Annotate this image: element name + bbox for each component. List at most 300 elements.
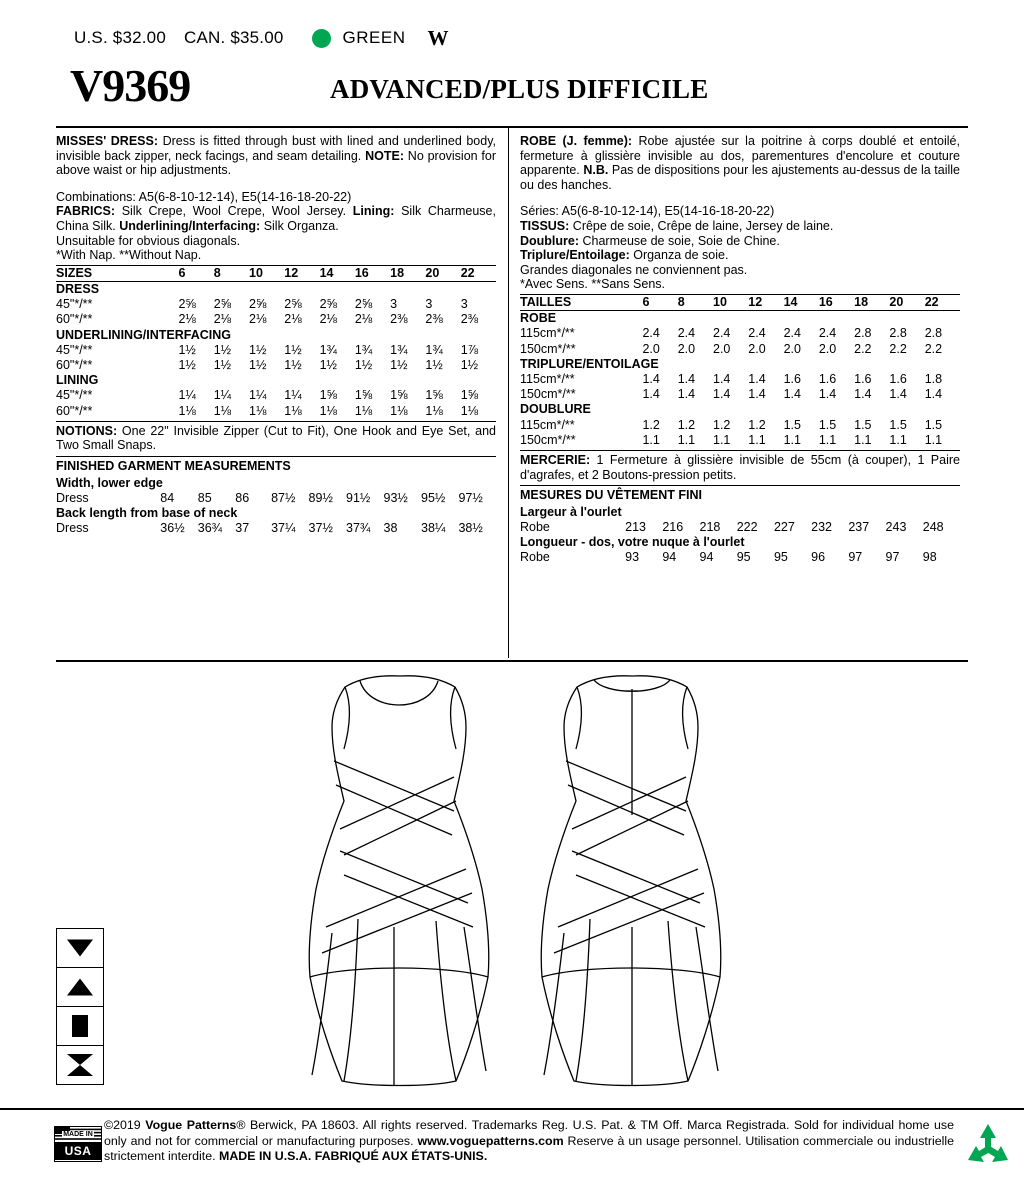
cell: 1.2 (713, 417, 731, 432)
cell: 216 (662, 519, 684, 534)
english-yardage-table (56, 265, 496, 419)
cell: 1½ (249, 357, 267, 372)
english-sizes-header (56, 265, 496, 281)
size-col: 10 (713, 294, 748, 310)
cell: 2.0 (783, 341, 801, 356)
french-sizes-label: TAILLES (520, 294, 642, 310)
section-name: UNDERLINING/INTERFACING (56, 327, 231, 342)
cell: 2.4 (713, 326, 731, 341)
size-mark: W (427, 25, 449, 50)
cell: 2.2 (889, 341, 907, 356)
cell: 2⅛ (319, 312, 337, 327)
french-description (520, 134, 960, 192)
footer-body-1: ® Berwick, PA 18603. All rights reserved. Trademarks Reg. U.S. Pat. & TM Off. Marca Registrada. Sold for individual home use only and not for commercial or manufacturing purposes. (104, 1118, 955, 1148)
cell: 2⅝ (178, 297, 196, 312)
french-fabrics-body: Crêpe de soie, Crêpe de laine, Jersey de laine. (569, 218, 834, 233)
cell: 2.4 (642, 326, 660, 341)
cell: 86 (235, 490, 250, 505)
cell: 1¼ (178, 388, 196, 403)
cell: 237 (848, 519, 870, 534)
row-label: Robe (520, 550, 550, 565)
cell: 1.4 (677, 387, 696, 402)
cell: 1¾ (425, 342, 443, 357)
row-label: 45"*/** (56, 388, 93, 403)
cell: 1.2 (642, 417, 660, 432)
english-desc-title: MISSES' DRESS: (56, 134, 159, 148)
table-section-head (520, 357, 960, 372)
color-swatch-icon (312, 29, 331, 48)
cell: 2⅝ (319, 297, 337, 312)
triangle-up-icon (67, 979, 93, 996)
cell: 1.4 (889, 387, 907, 402)
french-nap: *Avec Sens. **Sans Sens. (520, 277, 665, 292)
french-finished-table (520, 505, 960, 566)
cell: 1.1 (818, 432, 837, 447)
cell: 1½ (213, 357, 232, 372)
cell: 1½ (425, 357, 443, 372)
divider-footer (0, 1108, 1024, 1110)
cell: 232 (811, 519, 832, 534)
cell: 98 (922, 550, 937, 565)
cell: 2.8 (889, 326, 907, 341)
website-link[interactable]: www.voguepatterns.com (417, 1133, 564, 1148)
price-bar (74, 24, 954, 52)
group-title: Width, lower edge (56, 475, 163, 490)
cell: 1⅛ (390, 403, 408, 418)
cell: 1⅛ (249, 403, 267, 418)
cell: 1¼ (249, 388, 267, 403)
cell: 1.4 (642, 387, 660, 402)
table-section-head (56, 281, 496, 297)
french-underlining-body: Organza de soie. (629, 248, 729, 263)
cell: 89½ (308, 490, 333, 505)
table-row (520, 433, 960, 448)
made-in-usa-top (55, 1127, 101, 1142)
table-row (56, 521, 496, 536)
cell: 2.8 (854, 326, 872, 341)
size-col: 8 (214, 265, 249, 281)
french-lining-label: Doublure: (520, 233, 580, 248)
cell: 1⅝ (319, 388, 337, 403)
cell: 87½ (271, 490, 296, 505)
cell: 1.6 (783, 371, 801, 386)
price-can: CAN. $35.00 (183, 28, 284, 47)
cell: 1⅛ (425, 403, 443, 418)
cell: 1.1 (854, 432, 872, 447)
cell: 2⅜ (460, 312, 479, 327)
row-label: 150cm*/** (520, 432, 576, 447)
row-label: 150cm*/** (520, 341, 576, 356)
cell: 1½ (354, 357, 373, 372)
cell: 3 (390, 297, 398, 312)
hourglass-icon (67, 1054, 93, 1076)
french-lining (520, 234, 960, 249)
pattern-number: V9369 (70, 60, 191, 111)
row-label: 115cm*/** (520, 326, 575, 341)
cell: 37½ (308, 521, 333, 536)
cell: 1½ (178, 357, 196, 372)
symbol-key-box (56, 928, 104, 1085)
english-note-label: NOTE: (365, 148, 404, 163)
cell: 1.5 (783, 417, 801, 432)
english-underlining-body: Silk Organza. (260, 218, 339, 233)
french-notions-label: MERCERIE: (520, 452, 591, 467)
cell: 2.4 (783, 326, 801, 341)
divider-top (56, 126, 968, 128)
french-lining-body: Charmeuse de soie, Soie de Chine. (579, 233, 780, 248)
table-row (56, 388, 496, 403)
size-col: 10 (249, 265, 284, 281)
table-row (520, 550, 960, 565)
cell: 38¼ (421, 521, 446, 536)
cell: 37¼ (271, 521, 296, 536)
finished-group-title (520, 535, 960, 550)
size-col: 18 (854, 294, 889, 310)
cell: 1.6 (889, 371, 907, 386)
cell: 1⅝ (460, 388, 479, 403)
table-row (520, 520, 960, 535)
english-underlining-label: Underlining/Interfacing: (119, 218, 261, 233)
cell: 2.0 (748, 341, 766, 356)
french-fabrics (520, 219, 960, 234)
cell: 1.5 (818, 417, 837, 432)
english-notions (56, 421, 496, 453)
row-label: 115cm*/** (520, 417, 575, 432)
cell: 97 (848, 550, 863, 565)
french-finished-body (520, 505, 960, 566)
size-col: 8 (678, 294, 713, 310)
cell: 2.8 (924, 326, 943, 341)
cell: 1.4 (748, 387, 766, 402)
square-solid-icon (72, 1015, 88, 1037)
cell: 95 (736, 550, 751, 565)
french-finished-title: MESURES DU VÊTEMENT FINI (520, 485, 960, 503)
table-section-head (520, 311, 960, 327)
cell: 218 (699, 519, 721, 534)
group-title: Largeur à l'ourlet (520, 504, 622, 519)
triangle-down-icon (67, 940, 93, 957)
finished-group-title (56, 476, 496, 491)
section-name: TRIPLURE/ENTOILAGE (520, 356, 659, 371)
english-combinations: Combinations: A5(6-8-10-12-14), E5(14-16-18-20-22) (56, 189, 352, 204)
cell: 2⅝ (249, 297, 267, 312)
size-col: 20 (889, 294, 924, 310)
cell: 1.4 (713, 387, 731, 402)
cell: 1.1 (889, 432, 907, 447)
cell: 1.4 (818, 387, 837, 402)
cell: 1.2 (748, 417, 766, 432)
english-fabrics-body: Silk Crepe, Wool Crepe, Wool Jersey. (115, 204, 353, 219)
cell: 95½ (421, 490, 446, 505)
size-col: 12 (284, 265, 319, 281)
english-yardage-body (56, 265, 496, 419)
cell: 2.0 (818, 341, 837, 356)
french-note-label: N.B. (583, 163, 609, 178)
cell: 1.4 (677, 371, 696, 386)
cell: 1½ (178, 342, 196, 357)
row-label: Dress (56, 521, 89, 536)
cell: 95 (773, 550, 788, 565)
cell: 2.0 (677, 341, 696, 356)
english-description (56, 134, 496, 178)
cell: 1.6 (818, 371, 837, 386)
title-row (70, 62, 954, 112)
french-fabrics-label: TISSUS: (520, 218, 570, 233)
cell: 97 (885, 550, 900, 565)
cell: 2.4 (677, 326, 696, 341)
table-row (56, 491, 496, 506)
cell: 1⅛ (319, 403, 337, 418)
cell: 2.4 (818, 326, 837, 341)
cell: 1½ (249, 342, 267, 357)
french-underlining-label: Triplure/Entoilage: (520, 248, 630, 263)
cell: 1⅛ (354, 403, 373, 418)
divider-bottom (56, 660, 968, 662)
size-col: 14 (784, 294, 819, 310)
row-label: Robe (520, 519, 550, 534)
size-col: 18 (390, 265, 425, 281)
cell: 1½ (319, 357, 337, 372)
size-col: 14 (320, 265, 355, 281)
section-name: DRESS (56, 281, 100, 296)
french-yardage-body (520, 294, 960, 448)
cell: 1½ (213, 342, 232, 357)
symbol-triangle-up (57, 968, 103, 1007)
cell: 2⅛ (213, 312, 232, 327)
cell: 97½ (458, 490, 483, 505)
cell: 3 (460, 297, 468, 312)
french-sizes-header (520, 294, 960, 310)
size-col: 6 (178, 265, 213, 281)
cell: 227 (773, 519, 795, 534)
french-underlining (520, 248, 960, 263)
table-row (56, 312, 496, 327)
french-yardage-table (520, 294, 960, 448)
cell: 94 (662, 550, 677, 565)
footer-body-2: Reserve à un usage personnel. Utilisation commerciale ou industrielle strictement interdite. (104, 1133, 954, 1163)
size-col: 22 (925, 294, 960, 310)
cell: 36¾ (197, 521, 223, 536)
section-name: DOUBLURE (520, 402, 591, 417)
english-finished-title: FINISHED GARMENT MEASUREMENTS (56, 456, 496, 474)
section-name: LINING (56, 373, 99, 388)
cell: 1.1 (677, 432, 696, 447)
cell: 1⅝ (354, 388, 373, 403)
cell: 1⅝ (390, 388, 408, 403)
english-lining-label: Lining: (352, 204, 395, 219)
cell: 38½ (458, 521, 483, 536)
french-desc-body: Robe ajustée sur la poitrine à corps doublé et entoilé, fermeture à glissière invisible au dos, parementures d'encolure et couture apparente. (520, 134, 960, 178)
cell: 1.1 (642, 432, 660, 447)
size-col: 22 (461, 265, 496, 281)
english-desc-body: Dress is fitted through bust with lined and underlined body, invisible back zipper, neck facings, and seam detailing. (56, 134, 496, 163)
cell: 1½ (390, 357, 408, 372)
cell: 93½ (383, 490, 408, 505)
group-title: Longueur - dos, votre nuque à l'ourlet (520, 535, 745, 550)
cell: 2.0 (642, 341, 660, 356)
cell: 1.1 (924, 432, 943, 447)
recycle-icon (962, 1120, 1014, 1172)
cell: 1.1 (713, 432, 731, 447)
brand-name: Vogue Patterns (145, 1118, 237, 1132)
row-label: 45"*/** (56, 297, 93, 312)
row-label: 60"*/** (56, 403, 93, 418)
size-col: 16 (355, 265, 390, 281)
table-row (56, 404, 496, 419)
cell: 1½ (460, 357, 479, 372)
footer-text (104, 1118, 954, 1165)
divider-vertical (508, 128, 509, 658)
cell: 2.2 (854, 341, 872, 356)
table-row (56, 297, 496, 312)
price-us: U.S. $32.00 (74, 28, 166, 47)
french-notions (520, 450, 960, 482)
french-notions-body: 1 Fermeture à glissière invisible de 55cm (à couper), 1 Paire d'agrafes, et 2 Boutons-pression petits. (520, 452, 960, 482)
cell: 1.4 (924, 387, 943, 402)
copyright-prefix: ©2019 (104, 1118, 146, 1132)
cell: 1¾ (319, 342, 337, 357)
symbol-triangle-down (57, 929, 103, 968)
size-col: 6 (642, 294, 677, 310)
french-note-body: Pas de dispositions pour les ajustements au-dessus de la taille ou des hanches. (520, 163, 960, 192)
symbol-square (57, 1007, 103, 1046)
table-section-head (56, 328, 496, 343)
english-notions-label: NOTIONS: (56, 423, 118, 438)
table-row (56, 358, 496, 373)
cell: 3 (425, 297, 433, 312)
table-row (520, 326, 960, 341)
english-finished-table (56, 476, 496, 537)
cell: 2⅛ (284, 312, 302, 327)
made-in-usa-bottom-label: USA (55, 1142, 101, 1160)
cell: 248 (922, 519, 944, 534)
english-unsuitable: Unsuitable for obvious diagonals. (56, 233, 241, 248)
cell: 37¾ (346, 521, 371, 536)
table-row (56, 343, 496, 358)
cell: 1.1 (783, 432, 801, 447)
cell: 243 (885, 519, 907, 534)
cell: 1⅛ (284, 403, 302, 418)
cell: 1⅝ (425, 388, 443, 403)
table-row (520, 387, 960, 402)
french-column (520, 134, 960, 566)
finished-group-title (520, 505, 960, 520)
cell: 36½ (160, 521, 185, 536)
english-fabrics (56, 204, 496, 233)
cell: 213 (625, 519, 646, 534)
cell: 2⅝ (354, 297, 373, 312)
cell: 37 (235, 521, 250, 536)
row-label: 150cm*/** (520, 387, 576, 402)
table-section-head (56, 373, 496, 388)
symbol-hourglass (57, 1046, 103, 1084)
cell: 1.5 (889, 417, 907, 432)
size-col: 12 (748, 294, 783, 310)
cell: 1⅞ (460, 342, 479, 357)
finished-group-title (56, 506, 496, 521)
cell: 1.6 (854, 371, 872, 386)
cell: 1¾ (354, 342, 373, 357)
cell: 222 (736, 519, 758, 534)
cell: 2⅛ (178, 312, 196, 327)
cell: 93 (625, 550, 640, 565)
english-notions-body: One 22" Invisible Zipper (Cut to Fit), One Hook and Eye Set, and Two Small Snaps. (56, 423, 496, 453)
made-statement: MADE IN U.S.A. FABRIQUÉ AUX ÉTATS-UNIS. (219, 1149, 488, 1163)
table-row (520, 342, 960, 357)
row-label: 60"*/** (56, 312, 93, 327)
cell: 38 (383, 521, 398, 536)
color-name: GREEN (342, 28, 406, 47)
size-col: 20 (425, 265, 460, 281)
cell: 2⅛ (354, 312, 373, 327)
cell: 1.5 (854, 417, 872, 432)
cell: 1¾ (390, 342, 408, 357)
english-finished-body (56, 476, 496, 537)
cell: 2.2 (924, 341, 943, 356)
english-fabrics-label: FABRICS: (56, 204, 116, 219)
table-row (520, 372, 960, 387)
cell: 2⅜ (425, 312, 443, 327)
cell: 1.4 (854, 387, 872, 402)
dress-front-view (309, 676, 489, 1086)
cell: 2⅛ (249, 312, 267, 327)
cell: 84 (160, 490, 175, 505)
dress-views-svg (290, 665, 770, 1105)
cell: 94 (699, 550, 714, 565)
cell: 1.4 (642, 371, 660, 386)
cell: 1⅛ (460, 403, 479, 418)
cell: 1.8 (924, 371, 943, 386)
cell: 96 (811, 550, 826, 565)
cell: 1½ (284, 357, 302, 372)
cell: 1.4 (783, 387, 801, 402)
row-label: 45"*/** (56, 342, 93, 357)
french-desc-title: ROBE (J. femme): (520, 134, 633, 148)
cell: 1.5 (924, 417, 943, 432)
cell: 1⅛ (178, 403, 196, 418)
cell: 1½ (284, 342, 302, 357)
english-note-body: No provision for above waist or hip adjustments. (56, 148, 496, 178)
cell: 1.4 (748, 371, 766, 386)
english-sizes-label: SIZES (56, 265, 178, 281)
english-column (56, 134, 496, 536)
cell: 2⅝ (284, 297, 302, 312)
cell: 2.0 (713, 341, 731, 356)
garment-line-drawings (290, 665, 770, 1105)
cell: 1⅛ (213, 403, 232, 418)
cell: 2⅝ (213, 297, 232, 312)
group-title: Back length from base of neck (56, 505, 238, 520)
made-in-usa-badge (54, 1126, 102, 1162)
french-combinations: Séries: A5(6-8-10-12-14), E5(14-16-18-20-22) (520, 204, 775, 219)
english-nap: *With Nap. **Without Nap. (56, 248, 202, 263)
table-row (520, 418, 960, 433)
row-label: Dress (56, 490, 89, 505)
section-name: ROBE (520, 311, 557, 326)
cell: 2.4 (748, 326, 766, 341)
cell: 1.4 (713, 371, 731, 386)
difficulty-label: ADVANCED/PLUS DIFFICILE (330, 74, 709, 104)
cell: 1.2 (677, 417, 696, 432)
table-section-head (520, 402, 960, 417)
row-label: 60"*/** (56, 357, 93, 372)
cell: 1¼ (213, 388, 232, 403)
english-lining-body: Silk Charmeuse, China Silk. (56, 204, 496, 233)
cell: 1.1 (748, 432, 766, 447)
cell: 91½ (346, 490, 371, 505)
cell: 1¼ (284, 388, 302, 403)
row-label: 115cm*/** (520, 371, 575, 386)
